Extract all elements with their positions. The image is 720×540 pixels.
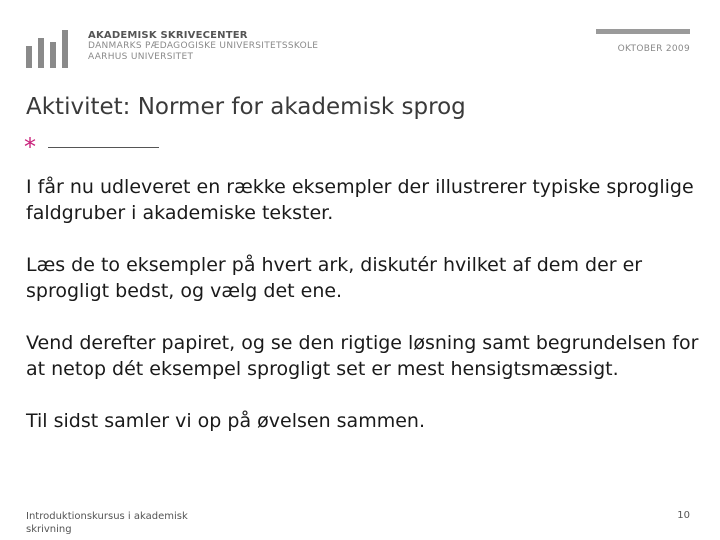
paragraph-2: Læs de to eksempler på hvert ark, diskutér hvilket af dem der er sprogligt bedst, og vælg det ene.: [26, 254, 643, 302]
asterisk-icon: *: [24, 133, 36, 161]
org-name: AKADEMISK SKRIVECENTER: [88, 30, 248, 41]
footer-course: Introduktionskursus i akademisk skrivning: [26, 511, 188, 535]
paragraph-4: Til sidst samler vi op på øvelsen sammen.: [26, 410, 425, 432]
org-line-2: DANMARKS PÆDAGOGISKE UNIVERSITETSSKOLE: [88, 41, 319, 51]
slide-body: [26, 174, 706, 460]
organization-block: [88, 30, 318, 63]
paragraph-1: I får nu udleveret en række eksempler der illustrerer typiske sproglige faldgruber i akademiske tekster.: [26, 176, 694, 224]
university-logo: [26, 28, 72, 68]
paragraph-3: Vend derefter papiret, og se den rigtige løsning samt begrundelsen for at netop dét eksempel sprogligt set er mest hensigtsmæssigt.: [26, 332, 699, 380]
slide-title: Aktivitet: Normer for akademisk sprog: [26, 94, 466, 120]
title-divider: [48, 147, 159, 148]
org-line-3: AARHUS UNIVERSITET: [88, 52, 194, 62]
page-number: 10: [677, 510, 690, 521]
date-bar: [596, 29, 690, 34]
slide-date: OKTOBER 2009: [617, 44, 690, 54]
